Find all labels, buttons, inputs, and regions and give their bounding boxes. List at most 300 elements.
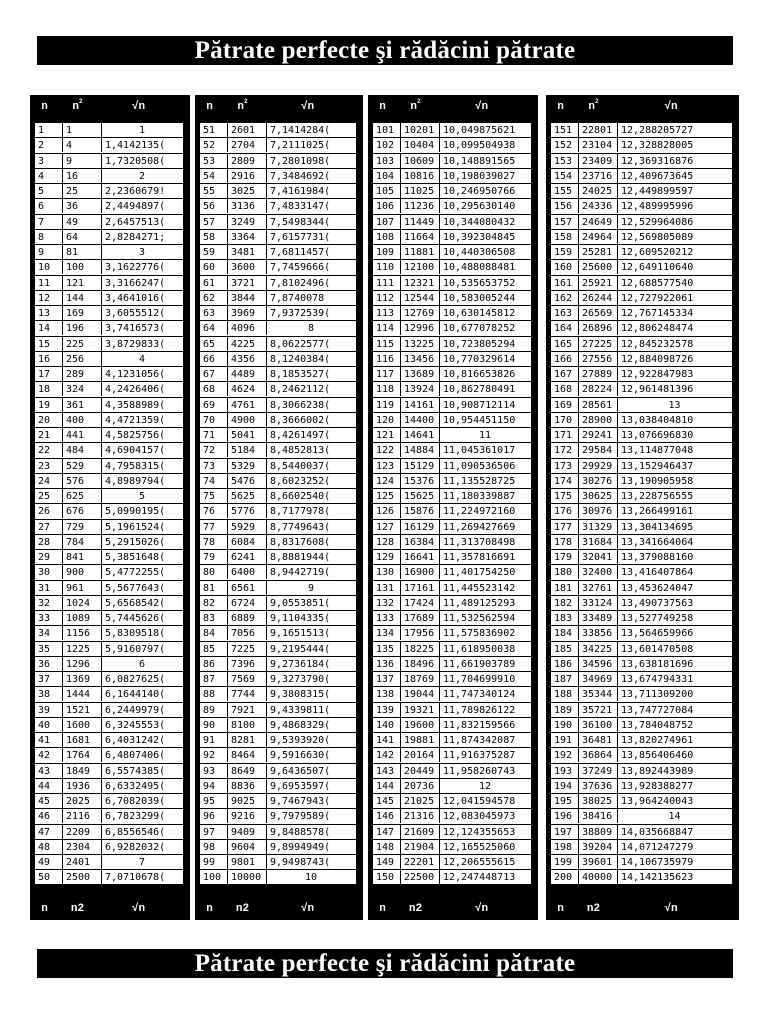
cell-n-squared: 10609: [401, 154, 440, 168]
table-row: [35, 352, 183, 367]
table-row: [373, 184, 531, 199]
table-row: [200, 718, 356, 733]
cell-square-root: 11,090536506: [443, 460, 516, 472]
cell-square-root: 13: [668, 399, 681, 411]
cell-n-squared: 21609: [401, 825, 440, 839]
cell-n-squared: 2809: [228, 154, 267, 168]
cell-n-squared: 26244: [579, 291, 618, 305]
cell-n: 161: [552, 276, 579, 290]
cell-n: 58: [201, 230, 228, 244]
cell-n-squared: 33124: [579, 596, 618, 610]
cell-n: 53: [201, 154, 228, 168]
cell-n-squared: 34225: [579, 642, 618, 656]
cell-square-root: 11,832159566: [443, 719, 516, 731]
cell-n-squared: 26569: [579, 306, 618, 320]
table-row: [551, 825, 732, 840]
cell-n: 121: [374, 428, 401, 442]
cell-n-squared: 11025: [401, 184, 440, 198]
cell-n-squared: 15625: [401, 489, 440, 503]
cell-n-squared: 25921: [579, 276, 618, 290]
cell-square-root: 11,618950038: [443, 643, 516, 655]
cell-square-root: 11,401754250: [443, 567, 516, 579]
cell-n-squared: 22201: [401, 855, 440, 869]
cell-square-root: 12,041594578: [443, 796, 516, 807]
cell-n-squared: 12996: [401, 321, 440, 335]
cell-square-root: 10,295630140: [443, 201, 516, 213]
cell-square-root: 10,198039027: [443, 170, 516, 182]
table-row: [35, 626, 183, 641]
table-row: [373, 138, 531, 153]
table-row: [200, 154, 356, 169]
cell-n-squared: 20449: [401, 764, 440, 778]
cell-square-root: 8,1853527(: [270, 369, 331, 380]
table-row: [200, 535, 356, 550]
cell-n: 117: [374, 367, 401, 381]
cell-n: 155: [552, 184, 579, 198]
cell-n-squared: 2209: [63, 825, 102, 839]
cell-square-root: 9,2736184(: [270, 658, 331, 670]
cell-n: 119: [374, 398, 401, 412]
table-row: [373, 260, 531, 275]
table-row: [551, 520, 732, 535]
cell-n-squared: 29584: [579, 443, 618, 457]
cell-n: 88: [201, 687, 228, 701]
cell-n: 158: [552, 230, 579, 244]
cell-n-squared: 361: [63, 398, 102, 412]
table-row: [200, 642, 356, 657]
table-row: [200, 794, 356, 809]
column-header: [195, 95, 363, 118]
table-row: [551, 535, 732, 550]
cell-n: 27: [36, 520, 63, 534]
cell-n-squared: 5929: [228, 520, 267, 534]
cell-n: 57: [201, 215, 228, 229]
table-row: [551, 260, 732, 275]
table-row: [373, 840, 531, 855]
cell-n: 142: [374, 748, 401, 762]
cell-n: 166: [552, 352, 579, 366]
cell-n: 120: [374, 413, 401, 427]
cell-n: 165: [552, 337, 579, 351]
cell-square-root: 7,8102496(: [270, 277, 331, 289]
footer-root: √n: [131, 903, 146, 915]
table-row: [35, 230, 183, 245]
cell-n: 12: [36, 291, 63, 305]
cell-square-root: 12,688577540: [621, 277, 694, 289]
cell-n: 145: [374, 794, 401, 808]
table-row: [373, 230, 531, 245]
cell-n-squared: 19044: [401, 687, 440, 701]
cell-n-squared: 36100: [579, 718, 618, 732]
cell-n-squared: 21025: [401, 794, 440, 808]
table-row: [373, 276, 531, 291]
cell-n-squared: 1296: [63, 657, 102, 671]
cell-square-root: 12,845232578: [621, 338, 694, 350]
table-row: [200, 855, 356, 870]
cell-n-squared: 576: [63, 474, 102, 488]
column-header: [30, 95, 190, 118]
cell-n: 75: [201, 489, 228, 503]
cell-n-squared: 17424: [401, 596, 440, 610]
cell-square-root: 7,3484692(: [270, 170, 331, 182]
cell-n: 97: [201, 825, 228, 839]
cell-square-root: 9,1651513(: [270, 628, 331, 640]
cell-n-squared: 13924: [401, 382, 440, 396]
cell-square-root: 7,2111025(: [270, 140, 331, 152]
cell-square-root: 8,4852813(: [270, 445, 331, 457]
cell-n-squared: 1369: [63, 672, 102, 686]
table-row: [35, 138, 183, 153]
cell-n: 16: [36, 352, 63, 366]
cell-square-root: 12,165525060: [443, 841, 516, 853]
cell-square-root: 5,4772255(: [105, 567, 166, 579]
table-row: [373, 794, 531, 809]
cell-n-squared: 3600: [228, 260, 267, 274]
cell-n: 101: [374, 123, 401, 137]
cell-n: 157: [552, 215, 579, 229]
cell-square-root: 11,789826122: [443, 704, 516, 716]
column-footer: [546, 897, 739, 920]
cell-n-squared: 4900: [228, 413, 267, 427]
cell-n: 105: [374, 184, 401, 198]
cell-square-root: 13,747727084: [621, 704, 694, 716]
table-row: [551, 230, 732, 245]
table-row: [35, 504, 183, 519]
cell-n-squared: 16900: [401, 565, 440, 579]
cell-square-root: 10,488088481: [443, 262, 516, 274]
cell-n-squared: 30276: [579, 474, 618, 488]
cell-square-root: 13,453624047: [621, 582, 694, 594]
cell-square-root: 11,489125293: [443, 597, 516, 609]
table-row: [551, 870, 732, 885]
cell-square-root: 11,747340124: [443, 689, 516, 701]
cell-n-squared: 38809: [579, 825, 618, 839]
table-row: [200, 459, 356, 474]
cell-square-root: 5,0990195(: [105, 506, 166, 518]
cell-square-root: 12,206555615: [443, 857, 516, 868]
table-row: [200, 626, 356, 641]
cell-n: 179: [552, 550, 579, 564]
footer-n-squared: n2: [70, 903, 85, 915]
cell-square-root: 9,8488578(: [270, 826, 331, 838]
cell-square-root: 12,922847983: [621, 369, 694, 380]
cell-n-squared: 625: [63, 489, 102, 503]
cell-square-root: 4,2426406(: [105, 384, 166, 396]
table-row: [200, 352, 356, 367]
cell-n-squared: 16129: [401, 520, 440, 534]
table-row: [373, 764, 531, 779]
cell-square-root: 8,6023252(: [270, 475, 331, 487]
cell-n-squared: 23716: [579, 169, 618, 183]
cell-n-squared: 2916: [228, 169, 267, 183]
table-row: [35, 611, 183, 626]
table-row: [35, 718, 183, 733]
cell-n-squared: 8281: [228, 733, 267, 747]
cell-n-squared: 23104: [579, 138, 618, 152]
cell-n: 125: [374, 489, 401, 503]
header-root: √n: [474, 101, 489, 113]
cell-square-root: 9,6436507(: [270, 765, 331, 777]
cell-square-root: 12,288205727: [621, 125, 694, 136]
cell-n: 133: [374, 611, 401, 625]
cell-n: 137: [374, 672, 401, 686]
cell-n: 195: [552, 794, 579, 808]
cell-n-squared: 4225: [228, 337, 267, 351]
cell-square-root: 12,529964086: [621, 216, 694, 228]
cell-n: 123: [374, 459, 401, 473]
footer-n: n: [206, 903, 213, 915]
cell-n: 160: [552, 260, 579, 274]
cell-n: 138: [374, 687, 401, 701]
table-row: [200, 382, 356, 397]
cell-n: 143: [374, 764, 401, 778]
cell-square-root: 13,341664064: [621, 536, 694, 548]
cell-n-squared: 19881: [401, 733, 440, 747]
cell-square-root: 4,6904157(: [105, 445, 166, 457]
cell-square-root: 12,328828005: [621, 140, 694, 152]
cell-square-root: 3,6055512(: [105, 308, 166, 319]
cell-n-squared: 3364: [228, 230, 267, 244]
table-row: [551, 581, 732, 596]
cell-n: 144: [374, 779, 401, 793]
cell-n-squared: 3136: [228, 199, 267, 213]
table-row: [35, 169, 183, 184]
cell-n-squared: 28900: [579, 413, 618, 427]
cell-n-squared: 289: [63, 367, 102, 381]
cell-n: 45: [36, 794, 63, 808]
cell-n: 100: [201, 870, 228, 884]
cell-square-root: 12,727922061: [621, 292, 694, 304]
cell-n-squared: 14884: [401, 443, 440, 457]
table-row: [35, 321, 183, 336]
cell-square-root: 6,1644140(: [105, 689, 166, 701]
cell-square-root: 13,711309200: [621, 689, 694, 701]
cell-square-root: 12,884098726: [621, 353, 694, 365]
cell-n-squared: 5329: [228, 459, 267, 473]
cell-n: 50: [36, 870, 63, 884]
cell-n-squared: 6561: [228, 581, 267, 595]
table-row: [35, 764, 183, 779]
cell-square-root: 10,535653752: [443, 277, 516, 289]
cell-n-squared: 10404: [401, 138, 440, 152]
header-n-squared-exponent: 2: [244, 98, 248, 105]
table-row: [551, 596, 732, 611]
cell-n: 154: [552, 169, 579, 183]
cell-n: 24: [36, 474, 63, 488]
table-row: [373, 581, 531, 596]
cell-n: 141: [374, 733, 401, 747]
table-row: [373, 687, 531, 702]
cell-n-squared: 2116: [63, 809, 102, 823]
cell-n-squared: 11881: [401, 245, 440, 259]
cell-n-squared: 25281: [579, 245, 618, 259]
table-row: [35, 657, 183, 672]
cell-n-squared: 27556: [579, 352, 618, 366]
cell-square-root: 11,575836902: [443, 628, 516, 640]
table-row: [551, 779, 732, 794]
cell-square-root: 6,4807406(: [105, 750, 166, 762]
table-row: [35, 306, 183, 321]
cell-n: 134: [374, 626, 401, 640]
cell-square-root: 6: [138, 658, 146, 670]
cell-n: 30: [36, 565, 63, 579]
table-row: [200, 581, 356, 596]
cell-n-squared: 24025: [579, 184, 618, 198]
cell-n: 112: [374, 291, 401, 305]
cell-n-squared: 12100: [401, 260, 440, 274]
footer-root: √n: [300, 903, 315, 915]
cell-n: 9: [36, 245, 63, 259]
cell-n: 136: [374, 657, 401, 671]
cell-square-root: 7,1414284(: [270, 125, 331, 136]
cell-n-squared: 1681: [63, 733, 102, 747]
table-row: [373, 382, 531, 397]
footer-root: √n: [664, 903, 678, 915]
cell-square-root: 13,527749258: [621, 613, 694, 624]
table-column-2: [195, 95, 363, 920]
cell-square-root: 3,1622776(: [105, 262, 166, 274]
cell-square-root: 14,071247279: [621, 841, 694, 853]
table-row: [35, 184, 183, 199]
cell-square-root: 5: [138, 491, 146, 502]
cell-n-squared: 1024: [63, 596, 102, 610]
table-row: [551, 306, 732, 321]
cell-square-root: 5,8309518(: [105, 628, 166, 640]
cell-n-squared: 900: [63, 565, 102, 579]
cell-n-squared: 13456: [401, 352, 440, 366]
cell-n-squared: 2500: [63, 870, 102, 884]
cell-square-root: 14,142135623: [621, 872, 694, 884]
cell-n: 178: [552, 535, 579, 549]
cell-square-root: 11,357816691: [443, 552, 516, 563]
cell-square-root: 13,928388277: [621, 780, 694, 792]
cell-n: 86: [201, 657, 228, 671]
header-n: n: [206, 101, 213, 113]
cell-n-squared: 4: [63, 138, 102, 152]
cell-n: 37: [36, 672, 63, 686]
header-root: √n: [300, 101, 315, 113]
cell-n-squared: 1444: [63, 687, 102, 701]
cell-square-root: 10,954451150: [443, 414, 516, 426]
cell-n-squared: 324: [63, 382, 102, 396]
header-n-squared: [58, 95, 97, 118]
cell-square-root: 7,0710678(: [105, 872, 166, 884]
cell-n: 163: [552, 306, 579, 320]
cell-square-root: 2,4494897(: [105, 201, 166, 213]
cell-n: 32: [36, 596, 63, 610]
table-row: [373, 672, 531, 687]
table-row: [551, 245, 732, 260]
cell-n-squared: 7225: [228, 642, 267, 656]
cell-n-squared: 15376: [401, 474, 440, 488]
cell-square-root: 4,4721359(: [105, 414, 166, 426]
cell-n-squared: 10816: [401, 169, 440, 183]
table-row: [373, 626, 531, 641]
cell-n-squared: 7396: [228, 657, 267, 671]
cell-square-root: 7,4833147(: [270, 201, 331, 213]
cell-n: 51: [201, 123, 228, 137]
cell-n: 180: [552, 565, 579, 579]
table-row: [373, 855, 531, 870]
cell-n: 6: [36, 199, 63, 213]
cell-square-root: 9,9498743(: [270, 857, 331, 868]
cell-square-root: 6,8556546(: [105, 826, 166, 838]
table-row: [200, 199, 356, 214]
table-row: [373, 199, 531, 214]
cell-n: 187: [552, 672, 579, 686]
cell-n: 34: [36, 626, 63, 640]
cell-square-root: 14: [668, 811, 681, 823]
table-row: [551, 352, 732, 367]
table-row: [200, 184, 356, 199]
table-row: [200, 520, 356, 535]
table-row: [35, 215, 183, 230]
cell-n-squared: 6889: [228, 611, 267, 625]
cell-square-root: 11,313708498: [443, 536, 516, 548]
cell-n: 67: [201, 367, 228, 381]
cell-square-root: 7,5498344(: [270, 216, 331, 228]
cell-n: 198: [552, 840, 579, 854]
footer-n-squared: n2: [586, 903, 601, 915]
cell-square-root: 13,490737563: [621, 597, 694, 609]
table-row: [373, 596, 531, 611]
cell-n: 132: [374, 596, 401, 610]
cell-n-squared: 1521: [63, 703, 102, 717]
cell-square-root: 11,958260743: [443, 765, 516, 777]
cell-square-root: 14,106735979: [621, 857, 694, 868]
cell-n: 14: [36, 321, 63, 335]
cell-n: 47: [36, 825, 63, 839]
table-row: [551, 291, 732, 306]
cell-square-root: 9,8994949(: [270, 841, 331, 853]
cell-n-squared: 21316: [401, 809, 440, 823]
cell-n: 38: [36, 687, 63, 701]
cell-n: 130: [374, 565, 401, 579]
header-n-squared-base: n: [410, 101, 417, 113]
cell-n: 151: [552, 123, 579, 137]
cell-n: 140: [374, 718, 401, 732]
cell-n: 65: [201, 337, 228, 351]
cell-n-squared: 27889: [579, 367, 618, 381]
cell-n: 93: [201, 764, 228, 778]
table-row: [200, 733, 356, 748]
cell-n-squared: 14400: [401, 413, 440, 427]
table-row: [200, 504, 356, 519]
cell-square-root: 12,649110640: [621, 262, 694, 274]
cell-n-squared: 729: [63, 520, 102, 534]
cell-n: 191: [552, 733, 579, 747]
cell-n: 26: [36, 504, 63, 518]
table-row: [200, 672, 356, 687]
cell-n: 147: [374, 825, 401, 839]
cell-n-squared: 121: [63, 276, 102, 290]
cell-n-squared: 7744: [228, 687, 267, 701]
cell-n: 135: [374, 642, 401, 656]
cell-n: 118: [374, 382, 401, 396]
cell-n: 66: [201, 352, 228, 366]
cell-n-squared: 5041: [228, 428, 267, 442]
cell-n-squared: 40000: [579, 870, 618, 884]
cell-n: 76: [201, 504, 228, 518]
table-row: [551, 840, 732, 855]
cell-square-root: 10,816653826: [443, 369, 516, 380]
footer-root: √n: [474, 903, 489, 915]
column-footer: [368, 897, 538, 920]
cell-n: 116: [374, 352, 401, 366]
cell-square-root: 7,8740078: [270, 292, 325, 304]
cell-n: 28: [36, 535, 63, 549]
table-row: [551, 199, 732, 214]
